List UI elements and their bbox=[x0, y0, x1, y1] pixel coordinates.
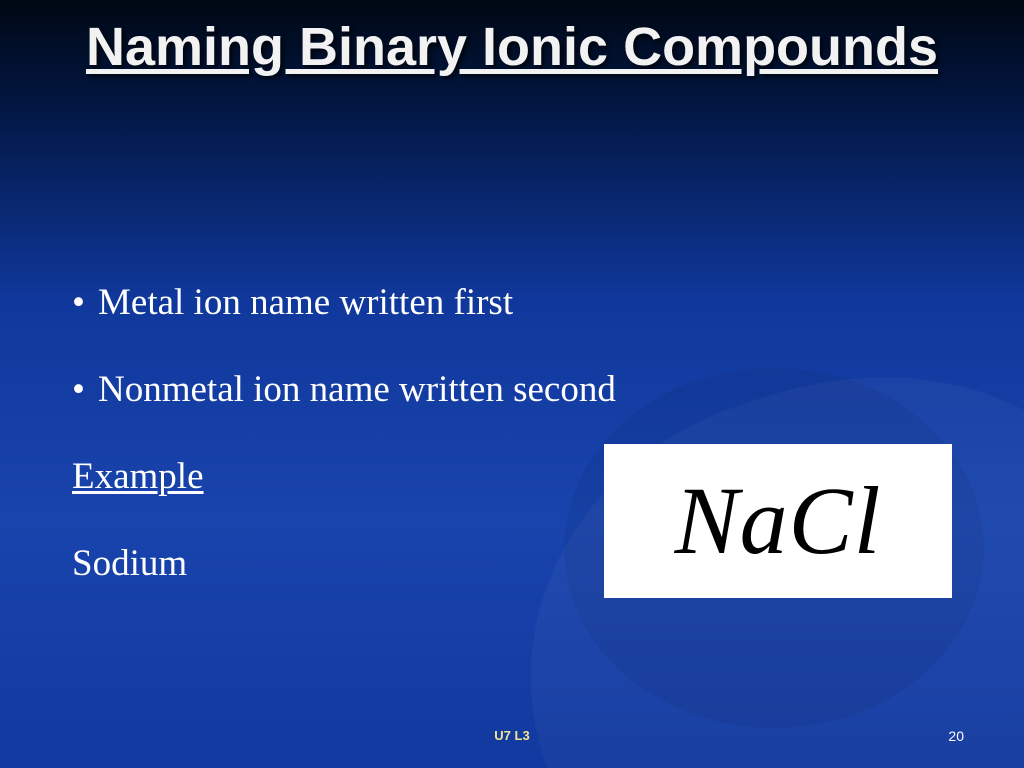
bullet-item bbox=[72, 284, 692, 321]
example-value bbox=[72, 545, 692, 582]
footer-label: U7 L3 bbox=[494, 728, 530, 743]
bullet-item bbox=[72, 371, 692, 408]
formula-image bbox=[604, 444, 952, 598]
slide-body bbox=[72, 284, 692, 632]
bullet-text: Nonmetal ion name written second bbox=[98, 369, 616, 410]
example-heading bbox=[72, 458, 692, 495]
example-heading-text: Example bbox=[72, 456, 204, 497]
bullet-marker-icon: • bbox=[72, 282, 85, 323]
slide-title: Naming Binary Ionic Compounds bbox=[85, 17, 939, 77]
formula-text: NaCl bbox=[674, 467, 882, 574]
example-value-text: Sodium bbox=[72, 543, 188, 584]
page-number: 20 bbox=[948, 728, 964, 744]
bullet-text: Metal ion name written first bbox=[98, 282, 514, 323]
bullet-marker-icon: • bbox=[72, 369, 85, 410]
